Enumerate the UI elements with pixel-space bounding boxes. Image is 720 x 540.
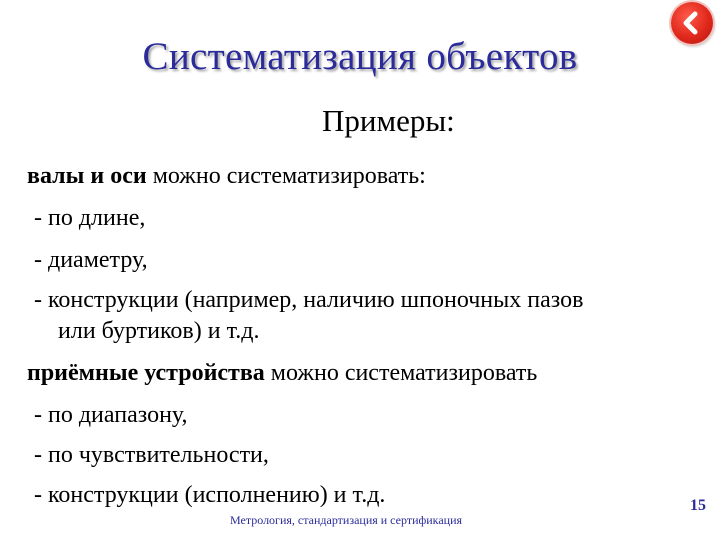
list-item: - диаметру, bbox=[34, 247, 148, 273]
back-button[interactable] bbox=[671, 2, 713, 44]
shafts-term: валы и оси bbox=[27, 163, 147, 189]
slide-subtitle: Примеры: bbox=[322, 103, 455, 138]
list-item-continuation: или буртиков) и т.д. bbox=[58, 318, 260, 344]
shafts-intro bbox=[27, 163, 426, 190]
list-item: - конструкции (исполнению) и т.д. bbox=[34, 482, 386, 508]
list-item: - по диапазону, bbox=[34, 402, 188, 428]
receivers-intro bbox=[27, 360, 537, 387]
receivers-term: приёмные устройства bbox=[27, 360, 265, 386]
page-number: 15 bbox=[690, 497, 706, 514]
list-item: - конструкции (например, наличию шпоночных пазов bbox=[34, 287, 584, 313]
receivers-intro-rest: можно систематизировать bbox=[264, 360, 538, 386]
chevron-left-icon bbox=[671, 2, 713, 44]
list-item: - по чувствительности, bbox=[34, 442, 269, 468]
slide-footer: Метрология, стандартизация и сертификация bbox=[230, 513, 463, 527]
slide-title: Систематизация объектов bbox=[142, 35, 578, 78]
shafts-intro-rest: можно систематизировать: bbox=[146, 163, 426, 189]
list-item: - по длине, bbox=[34, 205, 146, 231]
